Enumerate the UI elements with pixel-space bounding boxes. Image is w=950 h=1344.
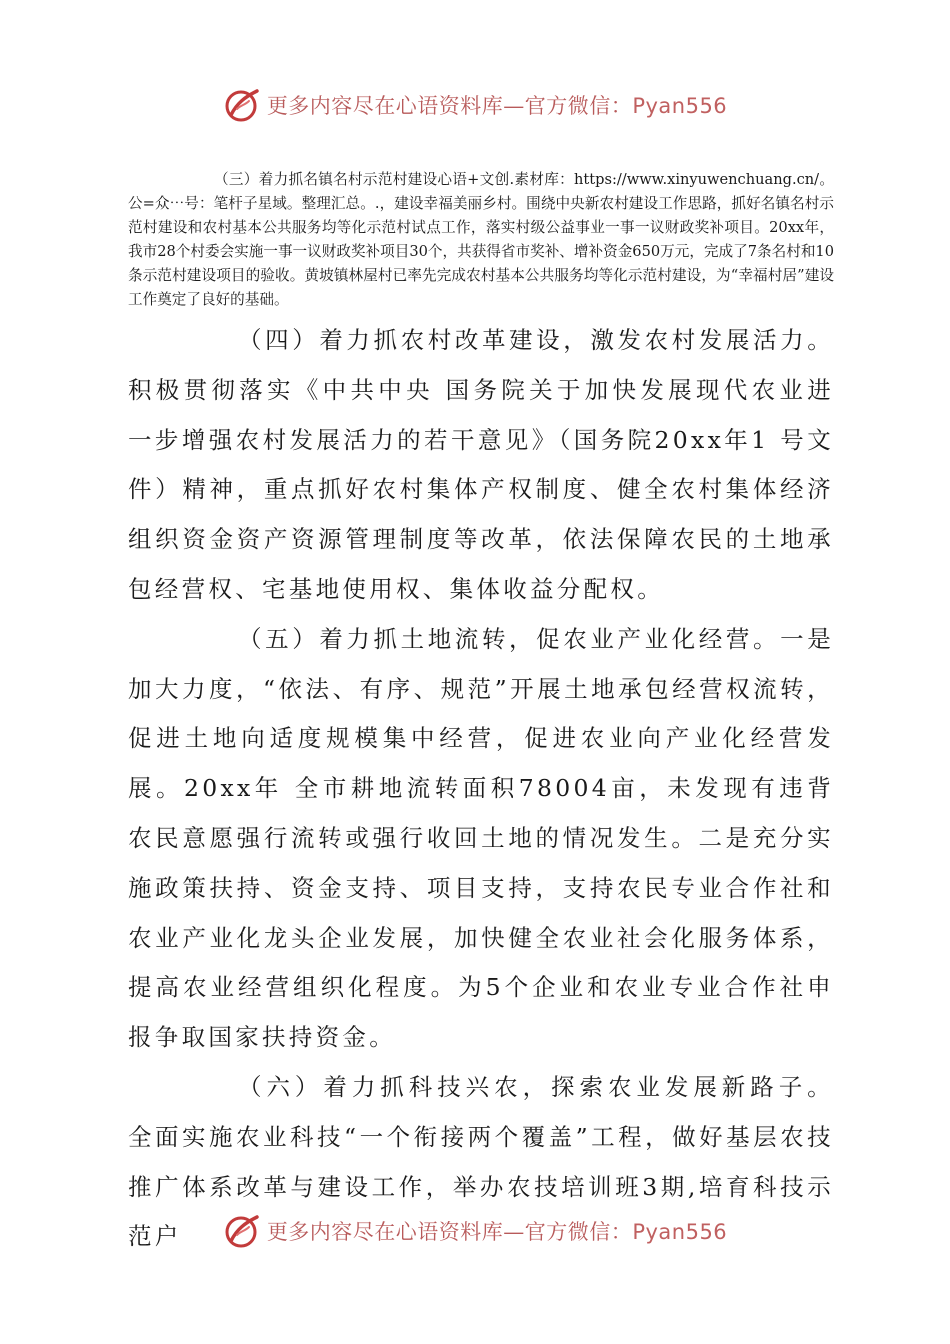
brush-logo-icon (223, 85, 263, 125)
paragraph-6: （六）着力抓科技兴农，探索农业发展新路子。 全面实施农业科技“一个衔接两个覆盖”工程，做好基层农技推广体系改革与建设工作，举办农技培训班3期,培育科技示范户 (128, 1072, 834, 1251)
brush-logo-icon (223, 1211, 263, 1251)
watermark-wechat-id: Pyan556 (632, 1220, 728, 1244)
paragraph-5: （五）着力抓土地流转，促农业产业化经营。一是加大力度，“依法、有序、规范”开展土地承包经营权流转，促进土地向适度规模集中经营，促进农业向产业化经营发展。20xx年 全市耕地流转面积78004亩，未发现有违背农民意愿强行流转或强行收回土地的情况发生。二是充分实施政策扶持、资金支持、项目支持，支持农民专业合作社和农业产业化龙头企业发展，加快健全农业社会化服务体系，提高农业经营组织化程度。为5个企业和农业专业合作社申报争取国家扶持资金。 (128, 624, 834, 1052)
watermark-text: 更多内容尽在心语资料库—官方微信： (266, 94, 633, 118)
watermark-footer (0, 1206, 950, 1256)
document-body (128, 168, 834, 1262)
paragraph-3: （三）着力抓名镇名村示范村建设心语+文创.素材库：https://www.xinyuwenchuang.cn/。公=众⋯号：笔杆子星域。整理汇总。.，建设幸福美丽乡村。围绕中央新农村建设工作思路，抓好名镇名村示范村建设和农村基本公共服务均等化示范村试点工作，落实村级公益事业一事一议财政奖补项目。20xx年，我市28个村委会实施一事一议财政奖补项目30个，共获得省市奖补、增补资金650万元，完成了7条名村和10条示范村建设项目的验收。黄坡镇林屋村已率先完成农村基本公共服务均等化示范村建设，为“幸福村居”建设工作奠定了良好的基础。 (128, 171, 834, 308)
watermark-header (0, 80, 950, 130)
paragraph-4: （四）着力抓农村改革建设，激发农村发展活力。积极贯彻落实《中共中央 国务院关于加快发展现代农业进一步增强农村发展活力的若干意见》（国务院20xx年1 号文件）精神，重点抓好农村集体产权制度、健全农村集体经济组织资金资产资源管理制度等改革，依法保障农民的土地承包经营权、宅基地使用权、集体收益分配权。 (128, 326, 834, 603)
watermark-text: 更多内容尽在心语资料库—官方微信： (266, 1220, 633, 1244)
watermark-wechat-id: Pyan556 (632, 94, 728, 118)
